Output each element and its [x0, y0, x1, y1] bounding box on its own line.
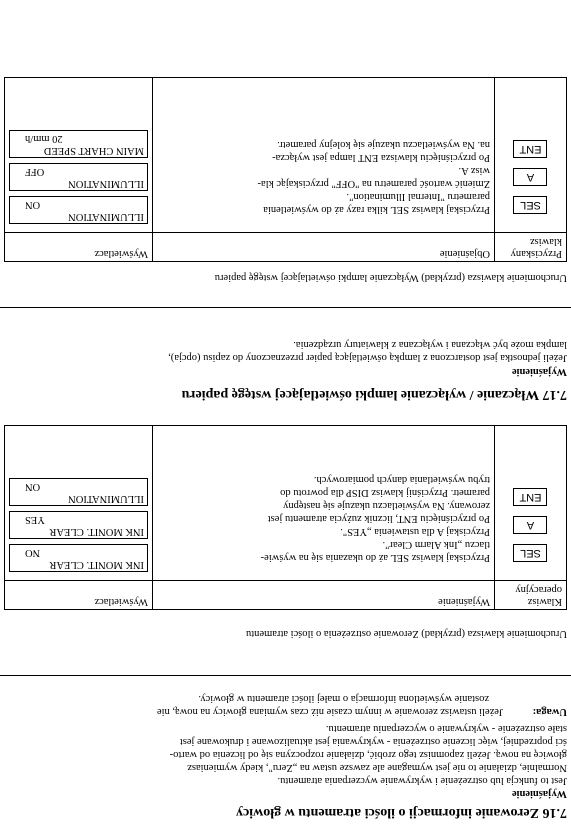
display-cell	[5, 78, 153, 233]
display-cell	[5, 426, 153, 581]
paragraph-line: Jest to funkcja lub ostrzeżenie i wykrywanie wyczerpania atramentu.	[277, 775, 567, 786]
description-line: parametr. Przyciśnij klawisz DISP dla powrotu do	[280, 487, 490, 498]
lcd-parameter: ILLUMINATION	[68, 178, 144, 189]
lcd-parameter: ILLUMINATION	[68, 493, 144, 504]
header-keys: Przyciskany klawisz	[495, 233, 567, 262]
lcd-display	[9, 544, 148, 572]
header-description: Objaśnienie	[153, 233, 495, 262]
lcd-value: ON	[25, 481, 41, 492]
description-line: tlaczu „Ink Alarm Clear".	[382, 539, 490, 550]
table-row	[5, 426, 567, 581]
description-cell	[153, 426, 495, 581]
a-key: A	[514, 516, 548, 534]
lcd-value: ON	[25, 199, 41, 210]
note-body	[157, 692, 503, 718]
paragraph-line: lampka może być włączana i wyłączana z klawiatury urządzenia.	[293, 339, 567, 350]
lcd-display	[9, 478, 148, 506]
description-line: trybu wyświetlania danych pomiarowych.	[313, 474, 490, 485]
header-keys: Klawisz operacyjny	[495, 581, 567, 610]
lcd-display	[9, 130, 148, 158]
table-716	[4, 425, 567, 610]
lcd-parameter: INK MONIT. CLEAR	[49, 559, 144, 570]
a-key: A	[514, 168, 548, 186]
note-line: zostanie wyświetlona informacja o małej ilości atramentu w głowicy.	[198, 693, 489, 704]
keys-cell	[495, 78, 567, 233]
paragraph-line: głowicę na nową. Jeżeli zapomnisz tego zrobić, działanie rozpoczyna się od liczenia od warto-	[169, 749, 567, 760]
paragraph-line: Normalnie, działanie to nie jest wymagane ale zawsze ustaw na „Zeru", kiedy wymieniasz	[187, 762, 567, 773]
lcd-value: OFF	[25, 166, 45, 177]
section-716-body	[170, 722, 567, 787]
table-row	[5, 78, 567, 233]
paragraph-line: Jeżeli jednostka jest dostarczona z lampką oświetlającą papier przeznaczony do zapisu (opcja),	[168, 352, 567, 363]
table-717-caption: Uruchomienie klawisza (przykład) Wyłączanie lampki oświetlającej wstęgę papieru	[214, 272, 567, 283]
ent-key: ENT	[514, 140, 548, 158]
description-line: Przyciskaj A dla ustawienia „YES".	[340, 526, 490, 537]
sel-key: SEL	[514, 544, 548, 562]
lcd-display	[9, 163, 148, 191]
table-716-caption: Uruchomienie klawisza (przykład) Zerowanie ostrzeżenia o ilości atramentu	[246, 628, 567, 639]
lcd-display	[9, 196, 148, 224]
table-717	[4, 77, 567, 262]
section-716-explain-label: Wyjaśnienie	[511, 788, 567, 799]
lcd-value: 20 mm/h	[25, 133, 63, 144]
lcd-parameter: MAIN CHART SPEED	[43, 145, 144, 156]
section-716-title: 7.16 Zerowanie informacji o ilości atramentu w głowicy	[235, 805, 567, 820]
keys-cell	[495, 426, 567, 581]
header-display: Wyświetlacz	[5, 581, 153, 610]
lcd-parameter: ILLUMINATION	[68, 211, 144, 222]
divider	[0, 307, 571, 308]
ent-key: ENT	[514, 488, 548, 506]
section-717-body	[168, 338, 567, 364]
description-cell	[153, 78, 495, 233]
note-label: Uwaga:	[532, 706, 567, 717]
lcd-value: YES	[25, 514, 45, 525]
description-line: Zmienić wartość parametru na "OFF" przyciskając kla-	[257, 178, 490, 189]
paragraph-line: stałe ostrzeżenie - wykrywanie o wyczerpaniu atramentu.	[325, 723, 567, 734]
note-line: Jeżeli ustawisz zerowanie w innym czasie niż czas wymiana głowicy na nową, nie	[156, 706, 503, 717]
description-line: na. Na wyświetlaczu ukazuje się kolejny parametr.	[277, 139, 490, 150]
lcd-parameter: INK MONIT. CLEAR	[49, 526, 144, 537]
header-description: Wyjaśnienie	[153, 581, 495, 610]
description-line: Po przyciśnięciu ENT, licznik zużycia atramentu jest	[267, 513, 490, 524]
lcd-value: NO	[25, 547, 41, 558]
description-line: Przyciskaj klawisz SEL kilka razy aż do wyświetlenia	[263, 204, 490, 215]
paragraph-line: ści poprzedniej, więc liczenie ostrzeżenia - wykrywania jest aktualizowane i drukowane jest	[179, 736, 567, 747]
lcd-display	[9, 511, 148, 539]
description-line: zerowany. Na wyświetlaczu ukazuje się następny	[283, 500, 490, 511]
sel-key: SEL	[514, 196, 548, 214]
section-717-explain-label: Wyjaśnienie	[511, 366, 567, 377]
table-header-row	[5, 233, 567, 262]
description-line: Przyciskaj klawisz SEL aż do ukazania się na wyświe-	[260, 552, 490, 563]
description-line: parametru "Internal Illumination".	[346, 191, 490, 202]
table-header-row	[5, 581, 567, 610]
description-line: Po przyciśnięciu klawisza ENT lampa jest wyłącza-	[272, 152, 490, 163]
header-display: Wyświetlacz	[5, 233, 153, 262]
section-717-title: 7.17 Włączanie / wyłączanie lampki oświetlającej wstęgę papieru	[181, 387, 567, 402]
divider	[0, 675, 571, 676]
description-line: wisz A.	[458, 165, 490, 176]
